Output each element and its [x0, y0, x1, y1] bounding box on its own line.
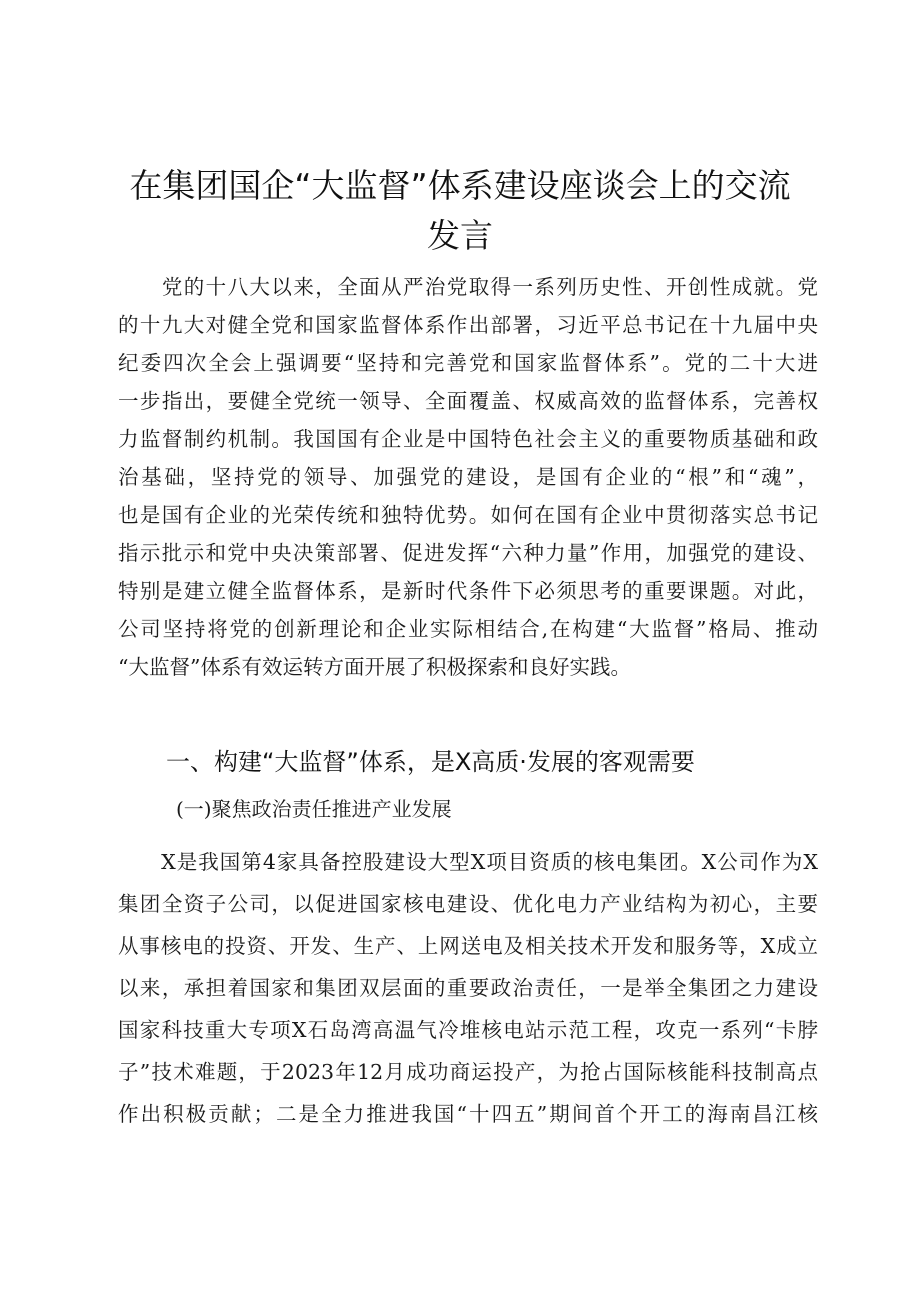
paragraph-line: 以来，承担着国家和集团双层面的重要政治责任，一是举全集团之力建设	[118, 976, 818, 1000]
paragraph-line: 指示批示和党中央决策部署、促进发挥“六种力量”作用，加强党的建设、	[118, 541, 818, 565]
paragraph-line: X是我国第4家具备控股建设大型X项目资质的核电集团。X公司作为X	[118, 850, 818, 874]
paragraph-line: 公司坚持将党的创新理论和企业实际相结合,在构建“大监督”格局、推动	[118, 617, 818, 641]
paragraph-line: 一步指出，要健全党统一领导、全面覆盖、权威高效的监督体系，完善权	[118, 389, 818, 413]
document-title-line-2: 发言	[427, 216, 493, 255]
paragraph-line: 的十九大对健全党和国家监督体系作出部署，习近平总书记在十九届中央	[118, 313, 818, 337]
paragraph-line: 也是国有企业的光荣传统和独特优势。如何在国有企业中贯彻落实总书记	[118, 503, 818, 527]
paragraph-line: 党的十八大以来，全面从严治党取得一系列历史性、开创性成就。党	[118, 275, 818, 299]
paragraph-line: 从事核电的投资、开发、生产、上网送电及相关技术开发和服务等，X成立	[118, 934, 818, 958]
paragraph-line: 纪委四次全会上强调要“坚持和完善党和国家监督体系”。党的二十大进	[118, 351, 818, 375]
document-title-line-1: 在集团国企“大监督”体系建设座谈会上的交流	[129, 166, 791, 205]
paragraph-line: 国家科技重大专项X石岛湾高温气冷堆核电站示范工程，攻克一系列“卡脖	[118, 1018, 818, 1042]
paragraph-line: 治基础，坚持党的领导、加强党的建设，是国有企业的“根”和“魂”，	[118, 465, 818, 489]
paragraph-line: “大监督”体系有效运转方面开展了积极探索和良好实践。	[118, 655, 631, 679]
paragraph-line: 特别是建立健全监督体系，是新时代条件下必须思考的重要课题。对此，	[118, 579, 818, 603]
paragraph-line: 子”技术难题，于2023年12月成功商运投产，为抢占国际核能科技制高点	[118, 1060, 818, 1084]
section-heading-1: 一、构建“大监督”体系，是X高质·发展的客观需要	[166, 748, 695, 776]
subsection-heading-1: (一)聚焦政治责任推进产业发展	[176, 797, 452, 821]
paragraph-line: 集团全资子公司，以促进国家核电建设、优化电力产业结构为初心，主要	[118, 892, 818, 916]
paragraph-line: 力监督制约机制。我国国有企业是中国特色社会主义的重要物质基础和政	[118, 427, 818, 451]
paragraph-line: 作出积极贡献；二是全力推进我国“十四五”期间首个开工的海南昌江核	[118, 1102, 818, 1126]
